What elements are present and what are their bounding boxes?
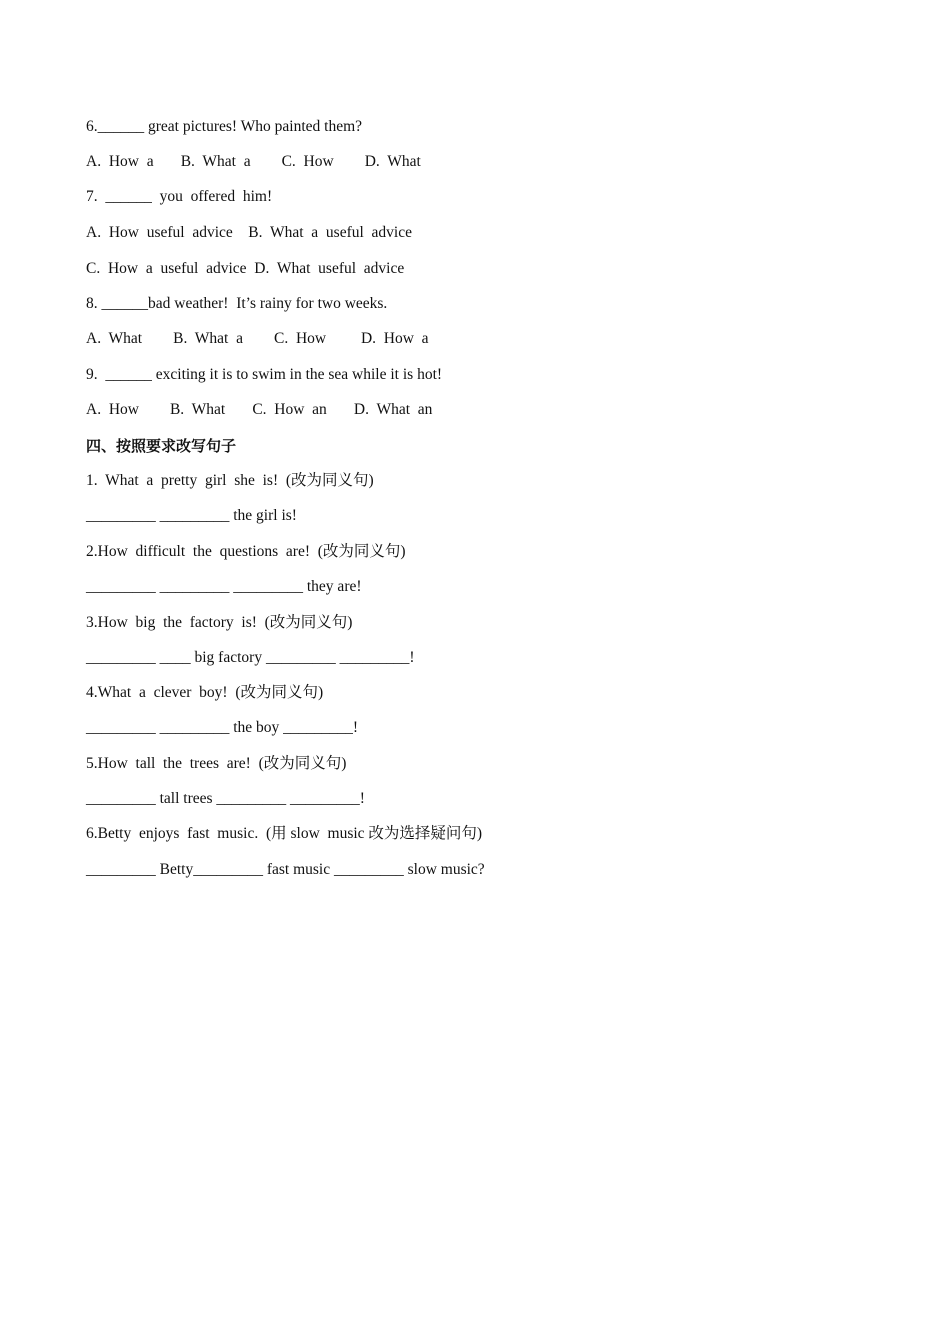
rewrite-6-question: 6.Betty enjoys fast music. (用 slow music 改为选择疑问句): [86, 825, 483, 842]
rewrite-1-question: 1. What a pretty girl she is! (改为同义句): [86, 472, 374, 489]
rewrite-5-question: 5.How tall the trees are! (改为同义句): [86, 755, 347, 772]
rewrite-6-answer: _________ Betty_________ fast music _________ slow music?: [86, 861, 485, 878]
rewrite-4-question: 4.What a clever boy! (改为同义句): [86, 684, 324, 701]
rewrite-3-question: 3.How big the factory is! (改为同义句): [86, 614, 353, 631]
rewrite-3-answer: _________ ____ big factory _________ _________!: [86, 649, 415, 666]
question-6-options: A. How a B. What a C. How D. What: [86, 153, 421, 170]
rewrite-2-question: 2.How difficult the questions are! (改为同义句): [86, 543, 406, 560]
question-9-stem: 9. ______ exciting it is to swim in the sea while it is hot!: [86, 366, 443, 383]
question-9-options: A. How B. What C. How an D. What an: [86, 401, 433, 418]
rewrite-5-answer: _________ tall trees _________ _________!: [86, 790, 365, 807]
rewrite-2-answer: _________ _________ _________ they are!: [86, 578, 362, 595]
rewrite-4-answer: _________ _________ the boy _________!: [86, 719, 359, 736]
question-7-options-ab: A. How useful advice B. What a useful advice: [86, 224, 412, 241]
question-7-stem: 7. ______ you offered him!: [86, 188, 273, 205]
question-6-stem: 6.______ great pictures! Who painted them?: [86, 118, 363, 135]
question-8-options: A. What B. What a C. How D. How a: [86, 330, 429, 347]
question-7-options-cd: C. How a useful advice D. What useful advice: [86, 260, 405, 277]
rewrite-1-answer: _________ _________ the girl is!: [86, 507, 297, 524]
question-8-stem: 8. ______bad weather! It’s rainy for two weeks.: [86, 295, 388, 312]
section-4-heading: 四、按照要求改写句子: [86, 437, 237, 455]
